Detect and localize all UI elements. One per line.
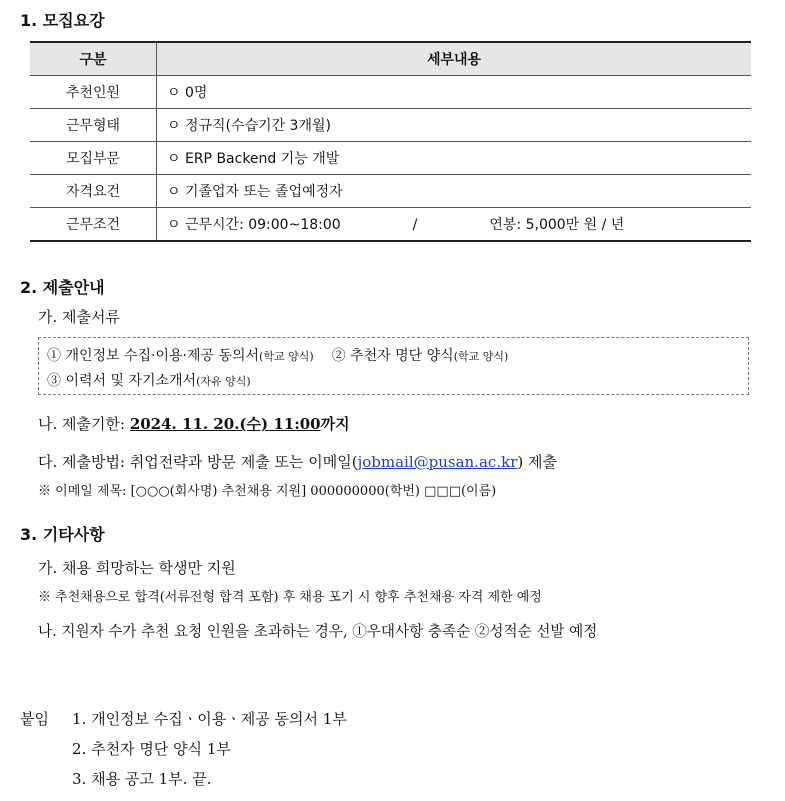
method-prefix: 다. 제출방법: 취업전략과 방문 제출 또는 이메일( [38, 453, 358, 471]
separator: / [412, 217, 418, 233]
row-label: 자격요건 [30, 175, 157, 208]
method-suffix: ) 제출 [517, 453, 557, 471]
section-2-title: 2. 제출안내 [20, 278, 105, 297]
deadline-date: 2024. 11. 20.(수) 11:00 [129, 415, 321, 433]
table-header-row [30, 42, 751, 76]
deadline-prefix: 나. 제출기한: [38, 415, 130, 433]
document-row-2 [47, 370, 251, 390]
other-item-ga: 가. 채용 희망하는 학생만 지원 [38, 559, 236, 577]
doc-recommender-list: ② 추천자 명단 양식 [331, 348, 454, 364]
document-row-1 [47, 345, 508, 365]
other-item-note: ※ 추천채용으로 합격(서류전형 합격 포함) 후 채용 포기 시 향후 추천채용 자격 제한 예정 [38, 590, 542, 605]
section-1-title: 1. 모집요강 [20, 11, 105, 30]
row-value: ㅇ ERP Backend 기능 개발 [157, 142, 752, 175]
row-value-work-conditions [157, 208, 752, 242]
row-value: ㅇ 0명 [157, 76, 752, 109]
deadline-line [38, 413, 350, 434]
attachment-item: 2. 추천자 명단 양식 1부 [72, 740, 231, 758]
header-details: 세부내용 [157, 42, 752, 76]
table-row [30, 142, 751, 175]
attachment-item: 1. 개인정보 수집ㆍ이용ㆍ제공 동의서 1부 [72, 710, 347, 728]
attachments-label: 붙임 [20, 710, 49, 728]
table-row [30, 76, 751, 109]
attachment-item: 3. 채용 공고 1부. 끝. [72, 770, 212, 788]
section-3-title: 3. 기타사항 [20, 525, 105, 544]
recruitment-table [30, 41, 751, 242]
row-label: 모집부문 [30, 142, 157, 175]
table-row-work-conditions [30, 208, 751, 242]
row-label: 추천인원 [30, 76, 157, 109]
table-row [30, 109, 751, 142]
email-link[interactable]: jobmail@pusan.ac.kr [357, 453, 518, 471]
email-subject-note: ※ 이메일 제목: [○○○(회사명) 추천채용 지원] 000000000(학번) □□□(이름) [38, 484, 497, 499]
header-category: 구분 [30, 42, 157, 76]
doc-consent-form: ① 개인정보 수집·이용·제공 동의서 [47, 348, 260, 364]
deadline-suffix: 까지 [320, 415, 350, 433]
salary: 연봉: 5,000만 원 / 년 [489, 217, 625, 233]
document-list-box [38, 337, 749, 395]
row-label: 근무형태 [30, 109, 157, 142]
doc-recommender-note: (학교 양식) [453, 350, 509, 363]
submission-method-line [38, 451, 557, 472]
submission-docs-heading: 가. 제출서류 [38, 308, 120, 326]
other-item-na: 나. 지원자 수가 추천 요청 인원을 초과하는 경우, ①우대사항 충족순 ②성적순 선발 예정 [38, 623, 598, 640]
doc-resume-note: (자유 양식) [196, 375, 251, 388]
work-hours: ㅇ 근무시간: 09:00~18:00 [167, 217, 341, 233]
doc-consent-note: (학교 양식) [259, 350, 314, 363]
row-value: ㅇ 기졸업자 또는 졸업예정자 [157, 175, 752, 208]
table-row [30, 175, 751, 208]
doc-resume: ③ 이력서 및 자기소개서 [47, 373, 197, 389]
row-label: 근무조건 [30, 208, 157, 242]
row-value: ㅇ 정규직(수습기간 3개월) [157, 109, 752, 142]
